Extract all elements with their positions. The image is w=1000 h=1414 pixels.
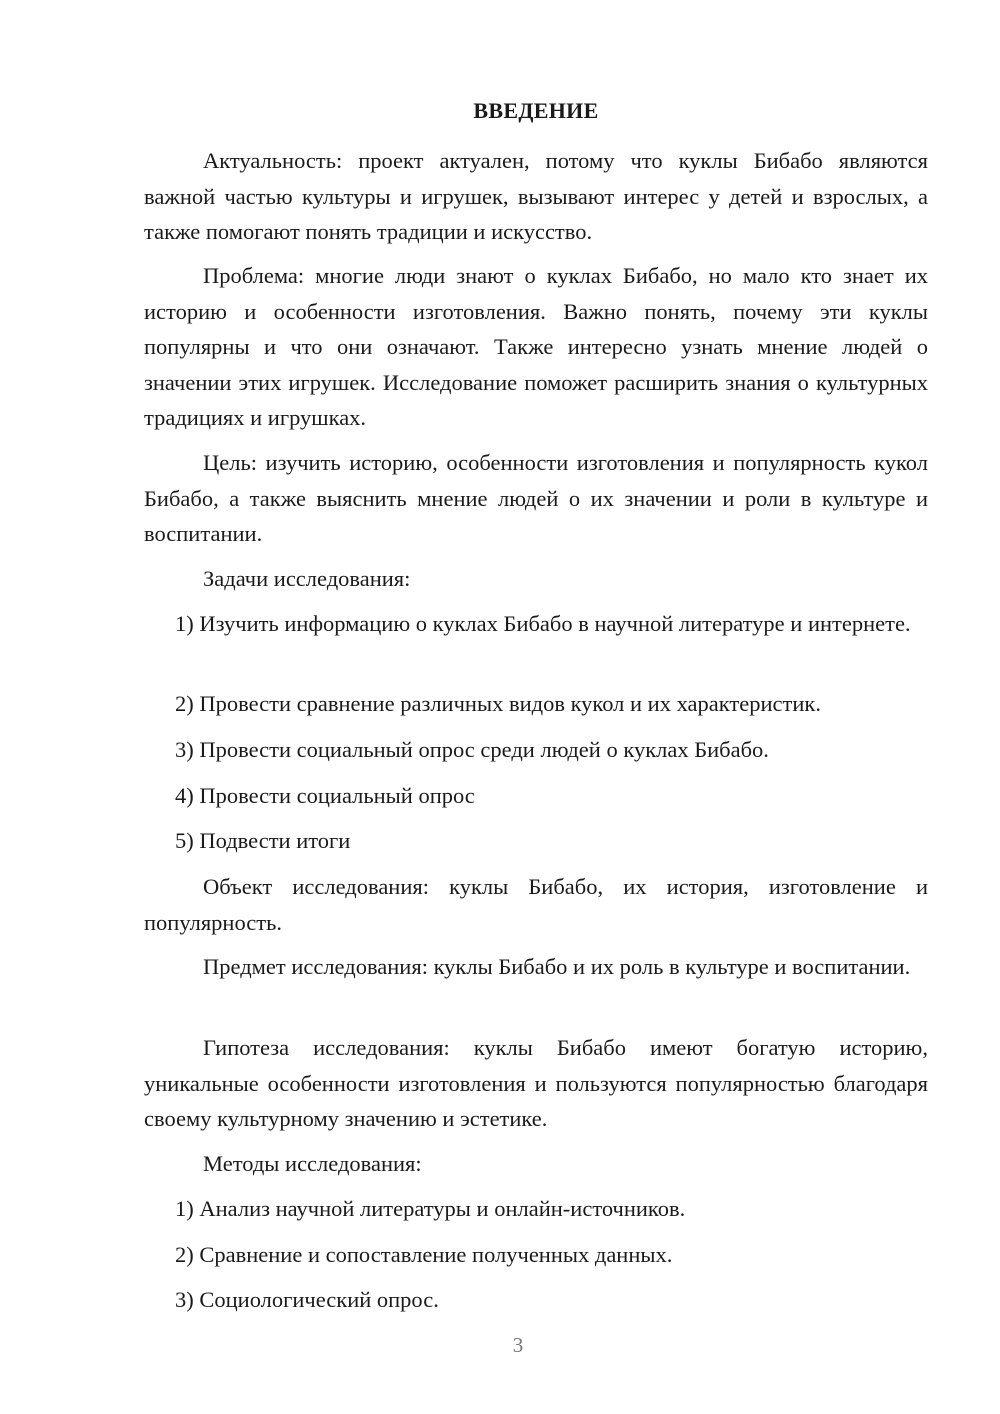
subject-paragraph: Предмет исследования: куклы Бибабо и их роль в культуре и воспитании.: [203, 954, 911, 979]
method-item-3: 3) Социологический опрос.: [175, 1287, 439, 1312]
hypothesis-paragraph: Гипотеза исследования: куклы Бибабо имеют богатую историю, уникальные особенности изготовления и пользуются популярностью благодаря своему культурному значению и эстетике.: [144, 1035, 928, 1131]
page-number: 3: [512, 1333, 524, 1357]
task-item-3: 3) Провести социальный опрос среди людей о куклах Бибабо.: [175, 737, 769, 762]
goal-paragraph: Цель: изучить историю, особенности изготовления и популярность кукол Бибабо, а также выяснить мнение людей о их значении и роли в культуре и воспитании.: [144, 450, 928, 546]
document-page: [144, 0, 928, 1414]
problem-paragraph: Проблема: многие люди знают о куклах Бибабо, но мало кто знает их историю и особенности изготовления. Важно понять, почему эти куклы популярны и что они означают. Также интересно узнать мнение людей о значении этих игрушек. Исследование поможет расширить знания о культурных традициях и игрушках.: [144, 263, 928, 430]
task-item-1: 1) Изучить информацию о куклах Бибабо в научной литературе и интернете.: [175, 611, 911, 636]
method-item-2: 2) Сравнение и сопоставление полученных данных.: [175, 1242, 673, 1267]
task-item-5: 5) Подвести итоги: [175, 828, 351, 853]
task-item-2: 2) Провести сравнение различных видов кукол и их характеристик.: [175, 691, 821, 716]
method-item-1: 1) Анализ научной литературы и онлайн-источников.: [175, 1196, 686, 1221]
page-title: ВВЕДЕНИЕ: [473, 98, 599, 123]
tasks-heading: Задачи исследования:: [203, 566, 411, 591]
methods-heading: Методы исследования:: [203, 1151, 422, 1176]
task-item-4: 4) Провести социальный опрос: [175, 783, 475, 808]
relevance-paragraph: Актуальность: проект актуален, потому что куклы Бибабо являются важной частью культуры и игрушек, вызывают интерес у детей и взрослых, а также помогают понять традиции и искусство.: [144, 148, 928, 244]
object-paragraph: Объект исследования: куклы Бибабо, их история, изготовление и популярность.: [144, 874, 928, 935]
